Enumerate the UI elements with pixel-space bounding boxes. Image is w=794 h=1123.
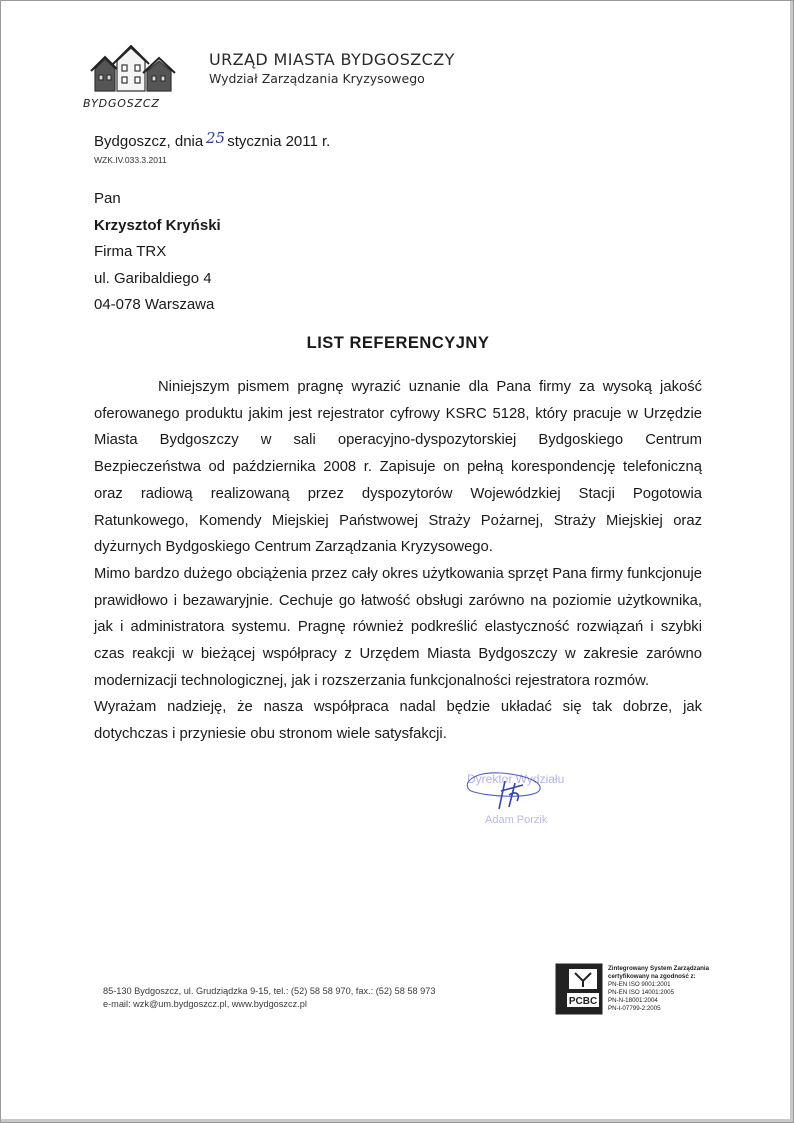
cert-item: PN-I-07799-2:2005 <box>608 1005 661 1012</box>
footer-email-web: e-mail: wzk@um.bydgoszcz.pl, www.bydgoszcz.pl <box>103 999 307 1009</box>
handwritten-day <box>203 128 227 150</box>
signature-stamp <box>457 761 597 831</box>
pcbc-certification-logo <box>555 963 603 1015</box>
svg-text:Dyrektor Wydziału: Dyrektor Wydziału <box>467 772 565 786</box>
cert-item: PN-EN ISO 9001:2001 <box>608 981 671 988</box>
body-paragraph: Wyrażam nadzieję, że nasza współpraca nadal będzie układać się tak dobrze, jak dotychczas i przyniesie obu stronom wiele satysfakcji. <box>94 699 702 743</box>
svg-text:BYDGOSZCZ: BYDGOSZCZ <box>83 97 160 110</box>
letter-title: LIST REFERENCYJNY <box>306 334 490 352</box>
cert-header-2: certyfikowany na zgodność z: <box>608 973 696 980</box>
footer-contact <box>103 985 435 1011</box>
recipient-street: ul. Garibaldiego 4 <box>94 269 212 287</box>
cert-item: PN-N-18001:2004 <box>608 997 658 1004</box>
reference-number: WZK.IV.033.3.2011 <box>94 155 167 165</box>
certification-list <box>608 965 709 1013</box>
cert-item: PN-EN ISO 14001:2005 <box>608 989 675 996</box>
cert-header-1: Zintegrowany System Zarządzania <box>608 965 710 972</box>
letter-body <box>94 374 702 748</box>
recipient-company: Firma TRX <box>94 243 167 261</box>
body-paragraph: Niniejszym pismem pragnę wyrazić uznanie dla Pana firmy za wysoką jakość oferowanego produktu jakim jest rejestrator cyfrowy KSRC 5128, który pracuje w Urzędzie Miasta Bydgoszczy w sali operacyjno-dyspozytorskiej Bydgoskiego Centrum Bezpieczeństwa od października 2008 r. Zapisuje on pełną korespondencję telefoniczną oraz radiową realizowaną przez dyspozytorów Wojewódzkiej Stacji Pogotowia Ratunkowego, Komendy Miejskiej Państwowej Straży Pożarnej, Straży Miejskiej oraz dyżurnych Bydgoskiego Centrum Zarządzania Kryzysowego. <box>94 379 702 556</box>
bydgoszcz-logo <box>81 45 186 111</box>
date-suffix: stycznia 2011 r. <box>227 133 331 150</box>
date-line <box>94 128 330 150</box>
body-paragraph: Mimo bardzo dużego obciążenia przez cały okres użytkowania sprzęt Pana firmy funkcjonuje prawidłowo i bezawaryjnie. Cechuje go łatwość obsługi zarówno na poziomie użytkownika, jak i administratora systemu. Pragnę również podkreślić elastyczność rozwiązań i szybki czas reakcji w bieżącej współpracy z Urzędem Miasta Bydgoszczy w zakresie zarówno modernizacji technologicznej, jak i rozszerzania funkcjonalności rejestratora rozmów. <box>94 565 702 689</box>
footer-address: 85-130 Bydgoszcz, ul. Grudziądzka 9-15, tel.: (52) 58 58 970, fax.: (52) 58 58 973 <box>103 986 436 996</box>
svg-text:PCBC: PCBC <box>568 996 598 1007</box>
svg-text:Adam Porzik: Adam Porzik <box>485 814 548 826</box>
department-name: Wydział Zarządzania Kryzysowego <box>209 71 425 86</box>
recipient-address <box>94 186 221 319</box>
recipient-name: Krzysztof Kryński <box>94 216 221 234</box>
svg-text:25: 25 <box>206 129 226 147</box>
recipient-city: 04-078 Warszawa <box>94 296 215 314</box>
org-name: URZĄD MIASTA BYDGOSZCZY <box>209 50 455 69</box>
organization-header <box>209 50 455 88</box>
date-prefix: Bydgoszcz, dnia <box>94 133 204 150</box>
recipient-salutation: Pan <box>94 190 121 207</box>
